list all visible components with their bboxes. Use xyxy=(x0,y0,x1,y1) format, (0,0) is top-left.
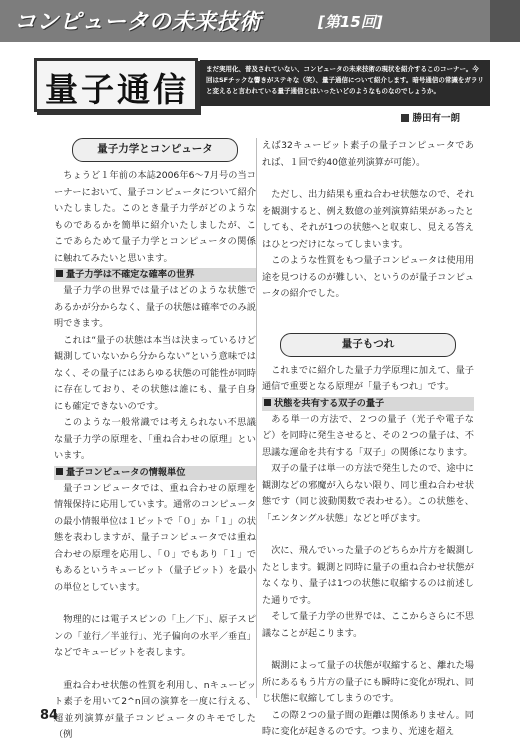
paragraph: これは“量子の状態は本当は決まっているけど観測していないから分からない”という意味ではなく、その量子にはあらゆる状態の可能性が同時に存在しており、その状態は誰にも、量子自身にも確定できないのです。 xyxy=(54,334,256,412)
square-bullet-icon xyxy=(56,468,63,475)
author-name: 勝田有一朗 xyxy=(412,113,460,124)
paragraph: 物理的には電子スピンの「上／下」、原子スピンの「並行／半並行」、光子偏向の水平／垂直」などでキュービットを表します。 xyxy=(54,614,256,658)
column-divider xyxy=(256,138,257,698)
page-number: 84 xyxy=(40,708,59,723)
paragraph: この際２つの量子間の距離は関係ありません。同時に変化が起きるのです。つまり、光速を超え xyxy=(262,709,474,737)
paragraph: 双子の量子は単一の方法で発生したので、途中に観測などの邪魔が入らない限り、同じ重ね合わせ状態です（同じ波動関数で表わせる）。この状態を、「エンタングル状態」などと呼びます。 xyxy=(262,463,474,524)
right-column xyxy=(262,138,474,741)
subheading-text: 状態を共有する双子の量子 xyxy=(274,397,385,409)
article-title: 量子通信 xyxy=(45,70,189,109)
series-number: [第15回] xyxy=(318,13,383,31)
section-heading: 量子力学とコンピュータ xyxy=(72,138,238,162)
series-title: コンピュータの未来技術 xyxy=(14,10,262,35)
paragraph: ちょうど１年前の本誌2006年6～7月号の当コーナーにおいて、量子コンピュータについて紹介いたしました。このとき量子力学がどのようなものであるかを簡単に紹介いたしましたが、ここであらためて量子力学とコンピュータの関係に触れてみたいと思います。 xyxy=(54,170,256,264)
header-corner-block xyxy=(490,0,520,42)
paragraph: これまでに紹介した量子力学原理に加えて、量子通信で重要となる原理が「量子もつれ」です。 xyxy=(262,364,474,392)
subheading xyxy=(262,397,474,411)
paragraph: ただし、出力結果も重ね合わせ状態なので、それを観測すると、例え数億の並列演算結果があったとしても、それが1つの状態へと収束し、見える答えはひとつだけになってしまいます。 xyxy=(262,189,474,250)
square-bullet-icon xyxy=(401,114,409,122)
subheading xyxy=(54,466,256,480)
subheading-text: 量子コンピュータの情報単位 xyxy=(66,466,186,478)
square-bullet-icon xyxy=(56,270,63,277)
article-title-box xyxy=(34,58,198,112)
paragraph: そして量子力学の世界では、ここからさらに不思議なことが起こります。 xyxy=(262,611,474,639)
subheading xyxy=(54,268,256,282)
subheading-text: 量子力学は不確定な確率の世界 xyxy=(66,269,195,280)
paragraph: 観測によって量子の状態が収縮すると、離れた場所にあるもう片方の量子にも瞬時に変化が現れ、同じ状態に収縮してしまうのです。 xyxy=(262,660,474,704)
paragraph: このような性質をもつ量子コンピュータは使用用途を見つけるのが難しい、というのが量子コンピュータの紹介でした。 xyxy=(262,255,474,299)
paragraph: 量子力学の世界では量子はどのような状態であるかが分からなく、量子の状態は確率でのみ説明できます。 xyxy=(54,285,256,329)
paragraph: 重ね合わせ状態の性質を利用し、nキュービット素子を用いて2^n回の演算を一度に行える、超並列演算が量子コンピュータのキモでした（例 xyxy=(54,679,256,740)
paragraph: ある単一の方法で、２つの量子（光子や電子など）を同時に発生させると、その２つの量子は、不思議な運命を共有する「双子」の関係になります。 xyxy=(262,413,474,458)
paragraph: 次に、飛んでいった量子のどちらか片方を観測したとします。観測と同時に量子の重ね合わせ状態がなくなり、量子は1つの状態に収縮するのは前述した通りです。 xyxy=(262,545,474,606)
article-lead: まだ実用化、普及されていない、コンピュータの未来技術の現状を紹介するこのコーナー。今回はSFチックな響きがステキな（笑）、量子通信について紹介します。暗号通信の常識をガラリと変えると言われている量子通信とはいったいどのようなものなのでしょうか。 xyxy=(200,60,490,106)
paragraph: えば32キュービット素子の量子コンピュータであれば、１回で約40億並列演算が可能）。 xyxy=(262,140,474,168)
author-line xyxy=(401,110,460,124)
square-bullet-icon xyxy=(264,399,271,406)
series-header-bar xyxy=(0,0,520,42)
paragraph: このような一般常識では考えられない不思議な量子力学の原理を、「重ね合わせの原理」といいます。 xyxy=(54,417,256,461)
paragraph: 量子コンピュータでは、重ね合わせの原理を情報保持に応用しています。通常のコンピュータの最小情報単位は１ビットで「０」か「１」の状態を表わしますが、量子コンピュータでは重ね合わせの原理を応用し、「０」でもあり「１」でもあるというキュービット（量子ビット）を最小の単位としています。 xyxy=(54,482,256,593)
left-column xyxy=(54,138,256,744)
section-heading: 量子もつれ xyxy=(280,333,456,357)
